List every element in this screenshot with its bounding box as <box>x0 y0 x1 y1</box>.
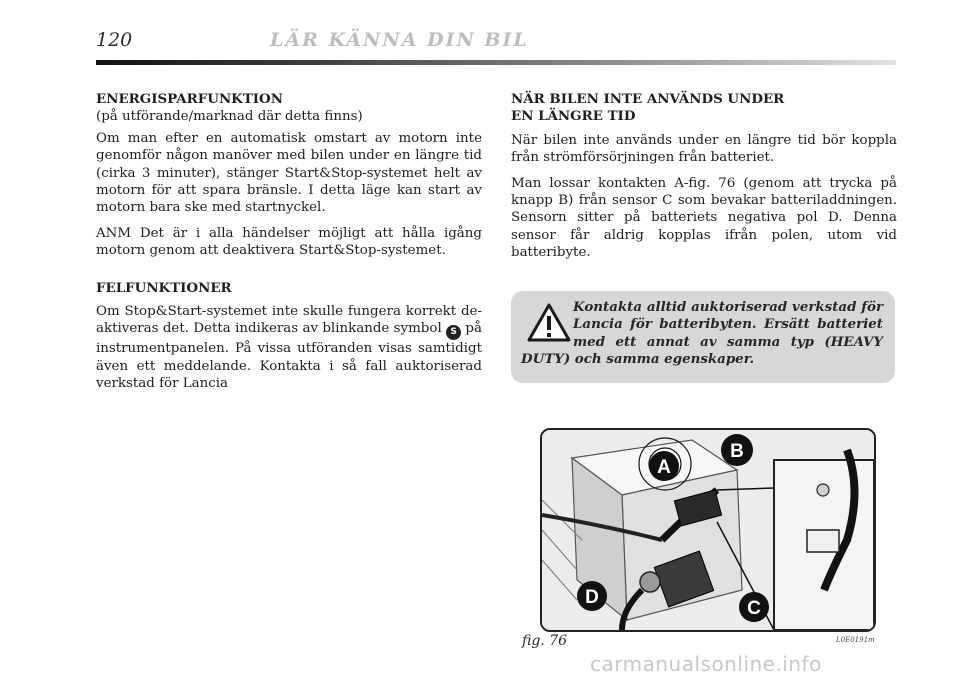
figure-code: L0E0191m <box>836 636 875 644</box>
figure-label-d: D <box>585 587 599 608</box>
unused-heading-line-1: NÄR BILEN INTE ANVÄNDS UNDER <box>511 91 785 107</box>
fault-paragraph-part-1: Om Stop&Start-systemet inte skulle fungera korrekt de-aktiveras det. Detta indikeras av blinkande symbol <box>96 304 482 337</box>
unused-paragraph-1: När bilen inte används under en längre tid bör koppla från strömförsörjningen från batteriet. <box>511 132 897 166</box>
right-column <box>511 91 897 270</box>
energy-saving-subheading: (på utförande/marknad där detta finns) <box>96 109 363 125</box>
energy-saving-heading: ENERGISPARFUNKTION <box>96 91 283 107</box>
page-number: 120 <box>96 29 133 51</box>
warning-text <box>521 299 883 369</box>
figure-caption: fig. 76 <box>522 633 568 649</box>
header-rule <box>96 60 896 65</box>
figure-label-c: C <box>747 598 761 619</box>
figure-label-a: A <box>657 457 671 478</box>
section-spacer <box>96 268 482 280</box>
left-column <box>96 91 482 401</box>
energy-saving-paragraph-1: Om man efter en automatisk omstart av motorn inte genomför någon manöver med bilen under en längre tid (cirka 3 minuter), stänger Start&Stop-systemet helt av motorn för att spara bränsle. I detta läge kan start av motorn bara ske med startnyckel. <box>96 130 482 216</box>
unused-paragraph-2: Man lossar kontakten A-fig. 76 (genom att trycka på knapp B) från sensor C som bevakar batteriladdningen. Sensorn sitter på batteriets negativa pol D. Denna sensor får aldrig kopplas ifrån polen, utom vid batteribyte. <box>511 175 897 261</box>
fault-paragraph <box>96 303 482 393</box>
unused-heading-line-2: EN LÄNGRE TID <box>511 108 636 125</box>
section-title: LÄR KÄNNA DIN BIL <box>270 29 529 51</box>
start-stop-symbol-icon: S <box>446 325 461 340</box>
warning-message: Kontakta alltid auktoriserad verkstad för Lancia för batteribyten. Ersätt batteriet med ett annat av samma typ (HEAVY DUTY) och samma egenskaper. <box>521 299 883 368</box>
fault-heading: FELFUNKTIONER <box>96 279 232 296</box>
warning-icon-spacer <box>521 299 573 351</box>
warning-box <box>511 291 895 383</box>
figure-label-b: B <box>730 441 744 462</box>
energy-saving-paragraph-2: ANM Det är i alla händelser möjligt att hålla igång motorn genom att deaktivera Start&Stop-systemet. <box>96 225 482 259</box>
fault-paragraph-part-2: på instrumentpanelen. På vissa utföranden visas samtidigt även ett meddelande. Kontakta i så fall auktoriserad verkstad för Lancia <box>96 321 482 392</box>
battery-figure <box>540 428 876 632</box>
watermark: carmanualsonline.info <box>590 652 822 676</box>
battery-illustration <box>542 430 876 632</box>
